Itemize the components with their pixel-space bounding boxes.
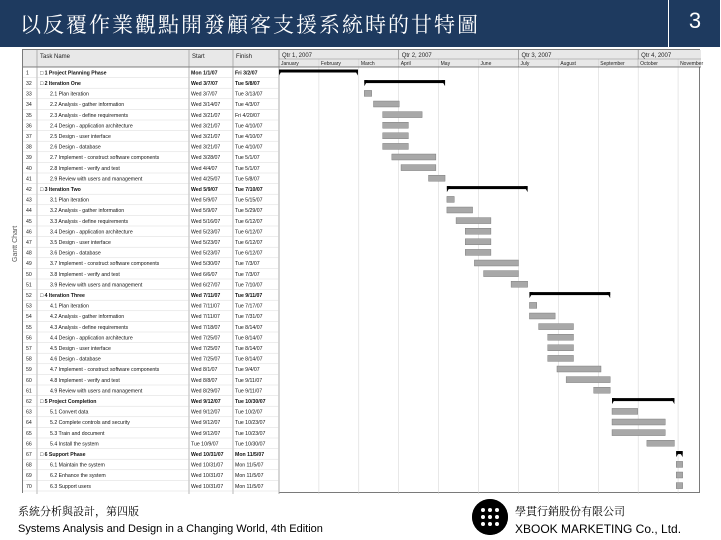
task-start: Wed 10/31/07 (191, 462, 224, 469)
row-id: 50 (26, 271, 32, 278)
task-name: 3.5 Design - user interface (50, 240, 111, 246)
task-bar (465, 239, 491, 245)
task-name: 3.4 Design - application architecture (50, 229, 133, 236)
row-id: 46 (26, 229, 32, 236)
task-finish: Tue 5/8/07 (235, 81, 260, 87)
task-finish: Tue 7/17/07 (235, 303, 263, 310)
task-start: Wed 7/25/07 (191, 356, 221, 363)
task-finish: Tue 7/10/07 (235, 187, 263, 193)
month-label: March (360, 61, 375, 67)
task-start: Wed 5/16/07 (191, 218, 221, 225)
task-bar (612, 430, 665, 436)
row-id: 1 (26, 70, 29, 77)
task-name: □ 1 Project Planning Phase (40, 70, 107, 77)
gantt-view-label: Gantt Chart (12, 225, 19, 262)
task-finish: Tue 6/12/07 (235, 229, 263, 236)
row-id: 42 (26, 187, 32, 193)
task-finish: Tue 6/12/07 (235, 250, 263, 257)
task-finish: Tue 7/3/07 (235, 261, 260, 268)
task-name: 2.1 Plan iteration (50, 91, 89, 98)
task-start: Wed 3/21/07 (191, 144, 221, 151)
task-start: Tue 10/9/07 (191, 441, 219, 448)
task-start: Wed 7/18/07 (191, 324, 221, 331)
task-name: □ 4 Iteration Three (40, 293, 85, 299)
task-name: 2.5 Design - user interface (50, 134, 111, 140)
row-id: 68 (26, 462, 32, 469)
task-start: Wed 9/12/07 (191, 399, 221, 405)
task-finish: Tue 8/14/07 (235, 356, 263, 363)
task-start: Wed 6/27/07 (191, 282, 221, 289)
task-bar (373, 101, 399, 107)
task-start: Wed 8/1/07 (191, 367, 218, 374)
task-bar (539, 324, 574, 330)
task-bar (401, 165, 436, 171)
task-name: 2.8 Implement - verify and test (50, 165, 120, 172)
task-start: Wed 10/31/07 (191, 483, 224, 490)
task-finish: Tue 9/11/07 (235, 293, 263, 299)
row-id: 58 (26, 356, 32, 363)
task-bar (474, 260, 518, 266)
task-start: Wed 7/11/07 (191, 314, 220, 321)
task-name: 3.9 Review with users and management (50, 282, 143, 289)
task-name: 4.6 Design - database (50, 356, 101, 363)
task-name: 3.8 Implement - verify and test (50, 271, 120, 278)
task-name: 2.7 Implement - construct software components (50, 155, 160, 162)
task-finish: Tue 10/30/07 (235, 399, 266, 405)
task-finish: Tue 4/10/07 (235, 134, 263, 140)
task-bar (484, 271, 519, 277)
summary-bar (364, 80, 445, 83)
month-label: July (520, 61, 530, 67)
task-bar (529, 313, 555, 319)
task-bar (647, 440, 675, 446)
task-name: 4.3 Analysis - define requirements (50, 324, 129, 331)
task-bar (383, 133, 409, 139)
task-finish: Tue 6/12/07 (235, 240, 263, 246)
task-bar (456, 218, 491, 224)
task-finish: Tue 6/12/07 (235, 218, 263, 225)
row-id: 64 (26, 420, 32, 427)
row-id: 35 (26, 112, 32, 119)
task-start: Wed 7/11/07 (191, 303, 220, 310)
column-header: Finish (236, 54, 253, 60)
task-name: 6.2 Enhance the system (50, 473, 106, 480)
task-bar (529, 302, 536, 308)
task-name: 3.7 Implement - construct software components (50, 261, 160, 268)
task-finish: Tue 9/4/07 (235, 367, 260, 374)
task-name: 2.2 Analysis - gather information (50, 102, 125, 109)
row-id: 48 (26, 250, 32, 257)
task-name: □ 2 Iteration One (40, 81, 81, 87)
task-finish: Tue 7/10/07 (235, 282, 263, 289)
task-bar (612, 408, 638, 414)
row-id: 61 (26, 388, 32, 395)
summary-bar (529, 292, 610, 295)
row-id: 49 (26, 261, 32, 268)
task-bar (548, 355, 574, 361)
quarter-label: Qtr 1, 2007 (282, 53, 313, 59)
task-name: 5.1 Convert data (50, 409, 89, 416)
page-title: 以反覆作業觀點開發顧客支援系統時的甘特圖 (20, 13, 480, 37)
task-bar (429, 175, 446, 181)
row-id: 67 (26, 452, 32, 458)
month-label: June (480, 61, 492, 67)
task-bar (383, 122, 409, 128)
task-bar (364, 90, 371, 96)
month-label: August (560, 61, 576, 67)
task-name: 4.2 Analysis - gather information (50, 314, 125, 321)
row-id: 65 (26, 430, 32, 437)
row-id: 34 (26, 102, 32, 109)
row-id: 38 (26, 144, 32, 151)
task-start: Wed 3/14/07 (191, 102, 221, 109)
row-id: 70 (26, 483, 32, 490)
column-header: Start (192, 54, 205, 60)
task-finish: Fri 3/2/07 (235, 70, 258, 77)
task-name: 4.7 Implement - construct software components (50, 367, 160, 374)
task-start: Wed 10/31/07 (191, 473, 224, 480)
task-finish: Tue 7/3/07 (235, 271, 260, 278)
task-name: 4.4 Design - application architecture (50, 335, 133, 342)
task-name: 3.6 Design - database (50, 250, 101, 257)
gantt-chart-screenshot (22, 49, 704, 493)
task-bar (566, 377, 610, 383)
month-label: November (680, 61, 704, 67)
task-finish: Fri 4/20/07 (235, 112, 260, 119)
task-name: 4.8 Implement - verify and test (50, 377, 120, 384)
task-name: □ 6 Support Phase (40, 452, 86, 458)
task-finish: Mon 11/5/07 (235, 483, 264, 490)
task-finish: Tue 3/13/07 (235, 91, 263, 98)
task-bar (676, 472, 682, 478)
task-bar (392, 154, 436, 160)
book-title-english: Systems Analysis and Design in a Changing World, 4th Edition (18, 523, 323, 535)
footer-publisher (515, 503, 681, 536)
month-label: January (281, 61, 299, 67)
row-id: 69 (26, 473, 32, 480)
row-id: 47 (26, 240, 32, 246)
task-name: 2.4 Design - application architecture (50, 123, 133, 130)
task-start: Wed 9/12/07 (191, 420, 221, 427)
task-name: 3.2 Analysis - gather information (50, 208, 125, 215)
month-label: February (320, 61, 341, 67)
task-finish: Tue 8/14/07 (235, 346, 263, 352)
task-bar (676, 483, 682, 489)
row-id: 32 (26, 81, 32, 87)
task-start: Wed 3/7/07 (191, 81, 218, 87)
task-start: Wed 5/23/07 (191, 250, 221, 257)
page-number-box (668, 0, 720, 47)
task-name: 4.1 Plan iteration (50, 303, 89, 310)
task-finish: Tue 5/1/07 (235, 155, 260, 162)
row-id: 53 (26, 303, 32, 310)
task-start: Wed 5/9/07 (191, 197, 218, 204)
page-number: 3 (688, 8, 702, 33)
summary-bar (279, 70, 358, 73)
publisher-name-english: XBOOK MARKETING Co., Ltd. (515, 522, 682, 536)
row-id: 66 (26, 441, 32, 448)
task-finish: Tue 10/23/07 (235, 420, 266, 427)
task-bar (594, 387, 611, 393)
task-start: Wed 3/21/07 (191, 112, 221, 119)
task-finish: Mon 11/5/07 (235, 452, 265, 458)
task-name: 5.3 Train and document (50, 430, 105, 437)
footer-book (18, 503, 323, 535)
task-start: Wed 6/6/07 (191, 271, 218, 278)
task-start: Mon 1/1/07 (191, 70, 218, 77)
row-id: 62 (26, 399, 32, 405)
publisher-name-chinese: 學貫行銷股份有限公司 (515, 505, 625, 518)
task-bar (383, 112, 422, 118)
row-id: 52 (26, 293, 32, 299)
task-start: Wed 5/9/07 (191, 208, 218, 215)
task-start: Wed 7/25/07 (191, 335, 221, 342)
task-finish: Tue 7/31/07 (235, 314, 263, 321)
row-id: 56 (26, 335, 32, 342)
task-finish: Tue 10/2/07 (235, 409, 263, 416)
row-id: 63 (26, 409, 32, 416)
task-start: Wed 7/25/07 (191, 346, 221, 352)
row-id: 51 (26, 282, 32, 289)
task-finish: Tue 10/30/07 (235, 441, 266, 448)
row-id: 60 (26, 377, 32, 384)
row-id: 45 (26, 218, 32, 225)
task-bar (447, 207, 473, 213)
month-label: April (400, 61, 411, 67)
task-finish: Tue 4/10/07 (235, 144, 263, 151)
row-id: 57 (26, 346, 32, 352)
task-start: Wed 4/4/07 (191, 165, 218, 172)
task-start: Wed 5/9/07 (191, 187, 218, 193)
task-bar (676, 461, 682, 467)
row-id: 54 (26, 314, 32, 321)
task-start: Wed 5/30/07 (191, 261, 221, 268)
task-finish: Tue 8/14/07 (235, 335, 263, 342)
task-finish: Tue 5/29/07 (235, 208, 263, 215)
row-id: 59 (26, 367, 32, 374)
task-finish: Tue 5/8/07 (235, 176, 260, 183)
task-name: 6.3 Support users (50, 483, 91, 490)
month-label: October (640, 61, 658, 67)
row-id: 41 (26, 176, 32, 183)
task-start: Wed 8/8/07 (191, 377, 218, 384)
row-id: 44 (26, 208, 32, 215)
publisher-logo (472, 499, 508, 535)
task-bar (383, 143, 409, 149)
row-id: 39 (26, 155, 32, 162)
task-start: Wed 4/25/07 (191, 176, 221, 183)
task-start: Wed 3/28/07 (191, 155, 221, 162)
task-bar (557, 366, 601, 372)
task-start: Wed 3/7/07 (191, 91, 218, 98)
task-bar (465, 249, 491, 255)
task-name: 2.6 Design - database (50, 144, 101, 151)
task-start: Wed 9/12/07 (191, 430, 221, 437)
task-name: 2.3 Analysis - define requirements (50, 112, 129, 119)
column-header: Task Name (40, 54, 71, 60)
task-bar (465, 228, 491, 234)
task-finish: Tue 8/14/07 (235, 324, 263, 331)
row-id: 37 (26, 134, 32, 140)
summary-bar (447, 186, 528, 189)
row-id: 55 (26, 324, 32, 331)
task-finish: Tue 5/1/07 (235, 165, 260, 172)
task-finish: Tue 4/10/07 (235, 123, 263, 130)
task-start: Wed 7/11/07 (191, 293, 221, 299)
task-start: Wed 8/29/07 (191, 388, 221, 395)
task-start: Wed 10/31/07 (191, 452, 224, 458)
task-name: 2.9 Review with users and management (50, 176, 143, 183)
task-bar (548, 345, 574, 351)
row-id: 33 (26, 91, 32, 98)
task-name: □ 3 Iteration Two (40, 187, 81, 193)
task-name: 6.1 Maintain the system (50, 462, 105, 469)
task-start: Wed 3/21/07 (191, 123, 221, 130)
row-id: 43 (26, 197, 32, 204)
task-name: 4.9 Review with users and management (50, 388, 143, 395)
task-bar (612, 419, 665, 425)
task-name: □ 5 Project Completion (40, 399, 97, 405)
task-finish: Mon 11/5/07 (235, 462, 264, 469)
task-finish: Tue 9/11/07 (235, 377, 263, 384)
quarter-label: Qtr 3, 2007 (521, 53, 552, 59)
book-title-chinese: 系統分析與設計，第四版 (18, 505, 139, 518)
task-start: Wed 9/12/07 (191, 409, 221, 416)
task-finish: Tue 9/11/07 (235, 388, 263, 395)
task-bar (511, 281, 528, 287)
gantt-chart (23, 50, 704, 494)
task-finish: Tue 5/15/07 (235, 197, 263, 204)
task-start: Wed 3/21/07 (191, 134, 221, 140)
task-name: 5.2 Complete controls and security (50, 420, 130, 427)
task-bar (548, 334, 574, 340)
month-label: May (440, 61, 451, 67)
row-id: 36 (26, 123, 32, 130)
task-finish: Mon 11/5/07 (235, 473, 264, 480)
task-finish: Tue 10/23/07 (235, 430, 266, 437)
task-finish: Tue 4/3/07 (235, 102, 260, 109)
quarter-label: Qtr 2, 2007 (401, 53, 432, 59)
task-name: 3.1 Plan iteration (50, 197, 89, 204)
task-bar (447, 196, 454, 202)
task-start: Wed 5/23/07 (191, 240, 221, 246)
summary-bar (612, 398, 674, 401)
task-name: 4.5 Design - user interface (50, 346, 111, 352)
task-start: Wed 5/23/07 (191, 229, 221, 236)
task-name: 3.3 Analysis - define requirements (50, 218, 129, 225)
quarter-label: Qtr 4, 2007 (641, 53, 672, 59)
row-id: 40 (26, 165, 32, 172)
month-label: September (600, 61, 625, 67)
task-name: 5.4 Install the system (50, 441, 99, 448)
